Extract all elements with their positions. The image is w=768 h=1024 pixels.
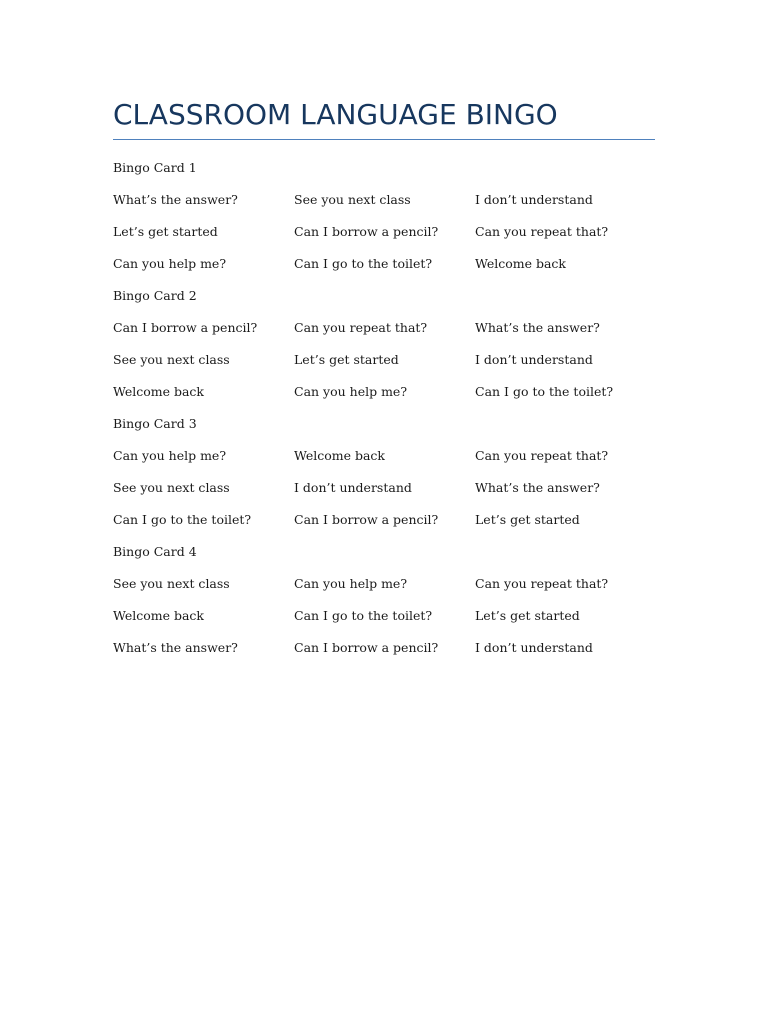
bingo-phrase: Can you repeat that?: [294, 320, 428, 335]
bingo-phrase: Can you help me?: [294, 576, 408, 591]
bingo-phrase: What’s the answer?: [113, 192, 238, 207]
bingo-phrase: I don’t understand: [475, 352, 593, 367]
bingo-phrase: Can I borrow a pencil?: [113, 320, 258, 335]
bingo-card-1: [113, 152, 673, 280]
card-heading: Bingo Card 4: [113, 544, 197, 559]
card-heading-row: [113, 152, 673, 184]
bingo-phrase: Can you help me?: [294, 384, 408, 399]
bingo-phrase: Can I go to the toilet?: [475, 384, 614, 399]
bingo-cards: [113, 152, 673, 664]
bingo-phrase: Welcome back: [294, 448, 386, 463]
bingo-phrase: Can you repeat that?: [475, 224, 609, 239]
bingo-phrase: Let’s get started: [475, 512, 580, 527]
card-heading: Bingo Card 1: [113, 160, 197, 175]
bingo-phrase: I don’t understand: [475, 640, 593, 655]
bingo-phrase: Let’s get started: [475, 608, 580, 623]
bingo-row: [113, 568, 673, 600]
bingo-phrase: Can I go to the toilet?: [294, 256, 433, 271]
bingo-phrase: Can I go to the toilet?: [294, 608, 433, 623]
card-heading: Bingo Card 3: [113, 416, 197, 431]
bingo-phrase: See you next class: [113, 352, 230, 367]
card-heading: Bingo Card 2: [113, 288, 197, 303]
bingo-row: [113, 632, 673, 664]
bingo-phrase: Can I borrow a pencil?: [294, 512, 439, 527]
bingo-row: [113, 472, 673, 504]
bingo-phrase: See you next class: [294, 192, 411, 207]
bingo-row: [113, 344, 673, 376]
bingo-row: [113, 504, 673, 536]
bingo-row: [113, 440, 673, 472]
bingo-row: [113, 216, 673, 248]
bingo-phrase: Can I borrow a pencil?: [294, 224, 439, 239]
bingo-row: [113, 248, 673, 280]
bingo-card-2: [113, 280, 673, 408]
card-heading-row: [113, 280, 673, 312]
bingo-phrase: Welcome back: [113, 384, 205, 399]
bingo-row: [113, 184, 673, 216]
bingo-phrase: Can you repeat that?: [475, 576, 609, 591]
bingo-phrase: Welcome back: [113, 608, 205, 623]
bingo-phrase: See you next class: [113, 576, 230, 591]
bingo-phrase: Can you help me?: [113, 448, 227, 463]
title-divider: [113, 139, 655, 140]
bingo-card-3: [113, 408, 673, 536]
bingo-phrase: Can you help me?: [113, 256, 227, 271]
bingo-phrase: I don’t understand: [475, 192, 593, 207]
bingo-row: [113, 312, 673, 344]
bingo-phrase: I don’t understand: [294, 480, 412, 495]
bingo-phrase: Can I go to the toilet?: [113, 512, 252, 527]
bingo-phrase: What’s the answer?: [475, 480, 600, 495]
bingo-phrase: What’s the answer?: [113, 640, 238, 655]
bingo-phrase: Let’s get started: [113, 224, 218, 239]
bingo-phrase: Let’s get started: [294, 352, 399, 367]
bingo-phrase: What’s the answer?: [475, 320, 600, 335]
bingo-phrase: Can I borrow a pencil?: [294, 640, 439, 655]
bingo-card-4: [113, 536, 673, 664]
bingo-phrase: See you next class: [113, 480, 230, 495]
bingo-phrase: Can you repeat that?: [475, 448, 609, 463]
bingo-row: [113, 376, 673, 408]
bingo-row: [113, 600, 673, 632]
bingo-phrase: Welcome back: [475, 256, 567, 271]
card-heading-row: [113, 408, 673, 440]
card-heading-row: [113, 536, 673, 568]
page-title: CLASSROOM LANGUAGE BINGO: [113, 98, 558, 131]
